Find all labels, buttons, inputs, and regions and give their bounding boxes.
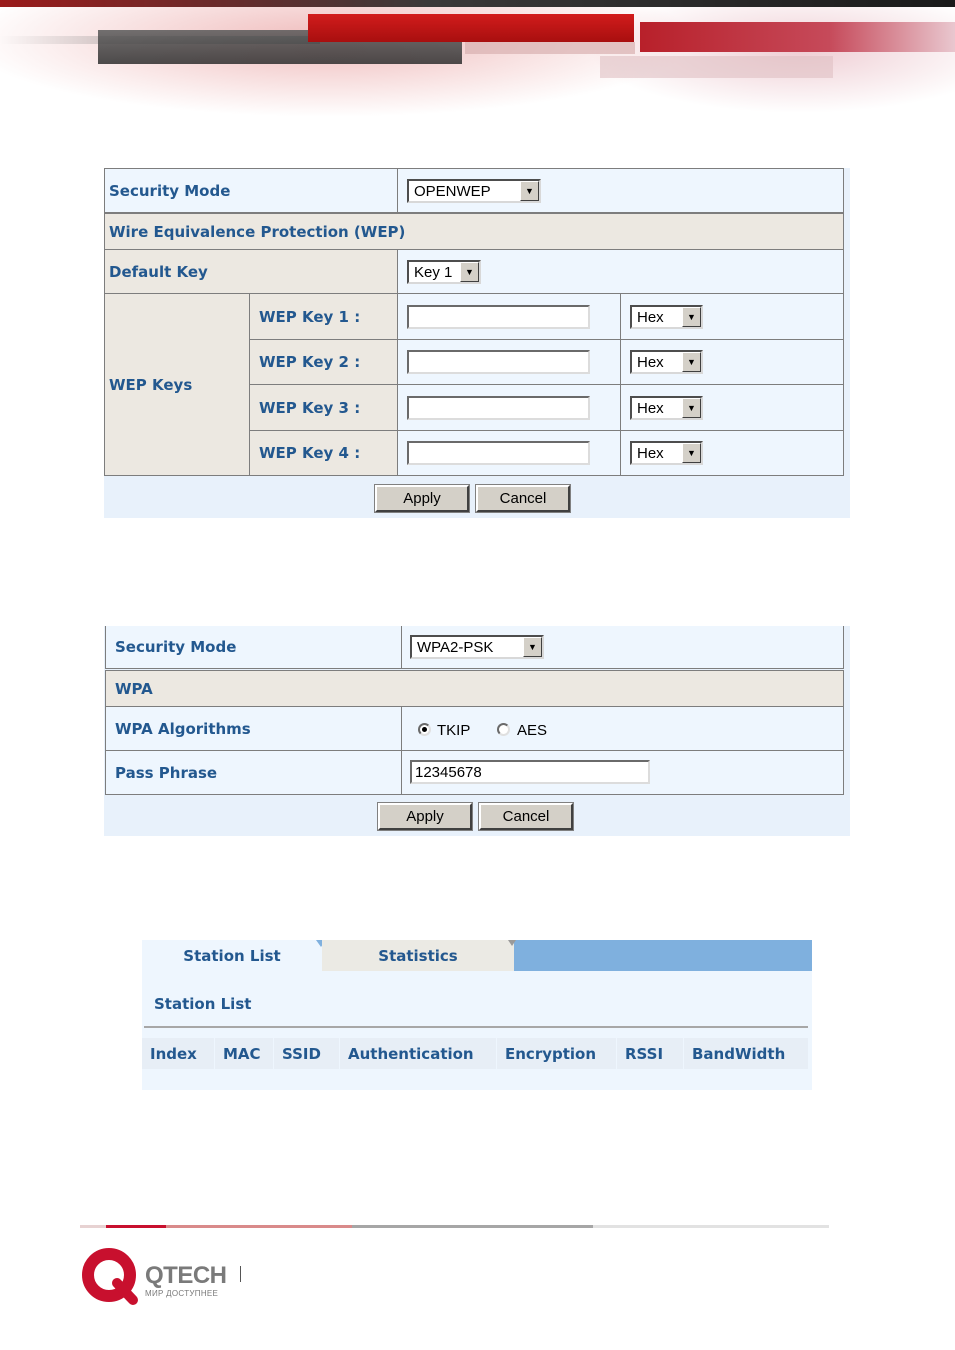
tab-bar-fill bbox=[514, 940, 812, 971]
wep-key-3-input-cell bbox=[397, 384, 621, 431]
security-mode-value: OPENWEP bbox=[414, 183, 491, 200]
wep-key-2-label-cell bbox=[249, 339, 398, 385]
column-header-mac: MAC bbox=[215, 1038, 273, 1069]
aes-label: AES bbox=[517, 722, 548, 739]
default-key-select[interactable] bbox=[407, 260, 481, 284]
wep-key-1-format-cell bbox=[620, 293, 844, 340]
header-banner bbox=[0, 0, 955, 150]
wep-keys-label-cell bbox=[104, 293, 250, 476]
divider bbox=[240, 1266, 241, 1282]
tab-corner-icon bbox=[508, 940, 516, 946]
wep-cancel-button[interactable]: Cancel bbox=[476, 485, 570, 512]
column-header-bandwidth: BandWidth bbox=[684, 1038, 808, 1069]
wpa-security-mode-label: Security Mode bbox=[115, 638, 237, 656]
wep-key-4-format-cell bbox=[620, 430, 844, 476]
wpa-algorithms-value-cell bbox=[401, 706, 844, 751]
wep-key-3-label-cell bbox=[249, 384, 398, 431]
wep-key-2-format-select[interactable] bbox=[630, 350, 703, 374]
column-header-rssi: RSSI bbox=[617, 1038, 683, 1069]
wep-key-1-label: WEP Key 1 : bbox=[259, 307, 361, 326]
wpa-section-header bbox=[105, 670, 844, 707]
wpa-algorithms-label-cell bbox=[105, 706, 402, 751]
footer-line bbox=[80, 1225, 108, 1228]
security-mode-value-cell bbox=[397, 168, 844, 213]
tab-station-list-label: Station List bbox=[183, 946, 281, 965]
wep-key-2-input-cell bbox=[397, 339, 621, 385]
wep-key-1-label-cell bbox=[249, 293, 398, 340]
tab-statistics-label: Statistics bbox=[378, 946, 458, 965]
wep-key-3-input[interactable] bbox=[407, 396, 590, 420]
wep-key-2-input[interactable] bbox=[407, 350, 590, 374]
chevron-down-icon[interactable]: ▼ bbox=[682, 398, 701, 418]
chevron-down-icon[interactable]: ▼ bbox=[523, 637, 542, 657]
wpa-security-mode-select[interactable] bbox=[410, 635, 544, 659]
wep-key-4-format: Hex bbox=[637, 445, 664, 462]
default-key-label: Default Key bbox=[109, 262, 208, 281]
pass-phrase-value-cell bbox=[401, 750, 844, 795]
wpa-section-title: WPA bbox=[115, 679, 153, 698]
chevron-down-icon[interactable]: ▼ bbox=[682, 352, 701, 372]
brand-name: QTECH bbox=[145, 1262, 227, 1289]
chevron-down-icon[interactable]: ▼ bbox=[520, 181, 539, 201]
wep-key-2-label: WEP Key 2 : bbox=[259, 353, 361, 371]
wep-key-4-label-cell bbox=[249, 430, 398, 476]
security-mode-select[interactable] bbox=[407, 179, 541, 203]
wep-key-3-format: Hex bbox=[637, 400, 664, 417]
wpa-security-mode-label-cell bbox=[105, 626, 402, 669]
aes-radio[interactable] bbox=[497, 723, 510, 736]
wep-key-3-label: WEP Key 3 : bbox=[259, 398, 361, 417]
security-mode-label-cell bbox=[104, 168, 398, 213]
tkip-label: TKIP bbox=[437, 722, 471, 739]
divider bbox=[144, 1026, 808, 1028]
station-list-title: Station List bbox=[154, 995, 252, 1013]
wpa-apply-button[interactable]: Apply bbox=[378, 803, 472, 830]
tab-statistics[interactable] bbox=[322, 940, 514, 971]
footer-line bbox=[593, 1225, 829, 1228]
column-header-ssid: SSID bbox=[274, 1038, 339, 1069]
wep-key-2-format: Hex bbox=[637, 354, 664, 371]
default-key-value-cell bbox=[397, 249, 844, 294]
default-key-value: Key 1 bbox=[414, 264, 453, 281]
wpa-security-mode-value-cell bbox=[401, 626, 844, 669]
wep-section-header bbox=[104, 213, 844, 250]
wep-key-3-format-select[interactable] bbox=[630, 396, 703, 420]
wep-key-4-format-select[interactable] bbox=[630, 441, 703, 465]
brand-tagline: МИР ДОСТУПНЕЕ bbox=[145, 1289, 219, 1298]
wep-section-title: Wire Equivalence Protection (WEP) bbox=[109, 222, 406, 241]
wep-key-1-input-cell bbox=[397, 293, 621, 340]
pass-phrase-label-cell bbox=[105, 750, 402, 795]
footer-line bbox=[106, 1225, 166, 1228]
footer-line bbox=[166, 1225, 352, 1228]
wep-key-4-label: WEP Key 4 : bbox=[259, 444, 361, 462]
tkip-radio[interactable] bbox=[418, 723, 431, 736]
wpa-algorithms-label: WPA Algorithms bbox=[115, 719, 251, 738]
default-key-label-cell bbox=[104, 249, 398, 294]
wep-key-4-input[interactable] bbox=[407, 441, 590, 465]
wep-key-1-format-select[interactable] bbox=[630, 305, 703, 329]
qtech-logo-icon bbox=[81, 1247, 141, 1307]
tab-station-list[interactable] bbox=[142, 940, 322, 971]
wep-apply-button[interactable]: Apply bbox=[375, 485, 469, 512]
column-header-encryption: Encryption bbox=[497, 1038, 616, 1069]
wpa-security-mode-value: WPA2-PSK bbox=[417, 639, 494, 656]
column-header-index: Index bbox=[142, 1038, 214, 1069]
chevron-down-icon[interactable]: ▼ bbox=[682, 443, 701, 463]
wep-key-4-input-cell bbox=[397, 430, 621, 476]
chevron-down-icon[interactable]: ▼ bbox=[682, 307, 701, 327]
wep-key-3-format-cell bbox=[620, 384, 844, 431]
wep-key-1-format: Hex bbox=[637, 309, 664, 326]
wep-key-2-format-cell bbox=[620, 339, 844, 385]
footer-line bbox=[352, 1225, 593, 1228]
wpa-cancel-button[interactable]: Cancel bbox=[479, 803, 573, 830]
wep-keys-label: WEP Keys bbox=[109, 375, 193, 394]
pass-phrase-input[interactable]: 12345678 bbox=[410, 760, 650, 784]
chevron-down-icon[interactable]: ▼ bbox=[460, 262, 479, 282]
security-mode-label: Security Mode bbox=[109, 181, 231, 200]
wep-key-1-input[interactable] bbox=[407, 305, 590, 329]
pass-phrase-label: Pass Phrase bbox=[115, 763, 218, 782]
column-header-authentication: Authentication bbox=[340, 1038, 496, 1069]
